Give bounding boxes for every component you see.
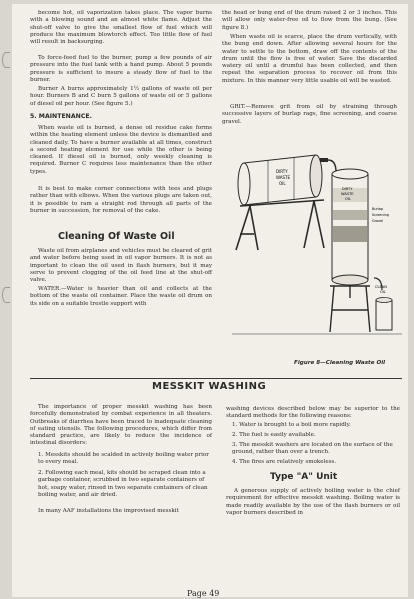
list-item: 2. The fuel is easily available. — [232, 432, 316, 438]
binder-hole-top — [2, 52, 10, 68]
figure-caption: Figure 8—Cleaning Waste Oil — [294, 359, 386, 366]
filter-label-gravel: Gravel — [372, 219, 384, 223]
binder-hole-bottom — [2, 287, 10, 303]
clean-oil-container — [374, 278, 392, 330]
clean-label-line-2: OIL — [380, 290, 386, 294]
paragraph: A generous supply of actively boiling water is the chief requirement for effective messkit washing. Boiling water is made readily available by the use of the flash burners or oil vapor burners described in — [226, 488, 400, 516]
waste-oil-drum — [238, 155, 336, 205]
paragraph: WATER.—Water is heavier than oil and collects at the bottom of the waste oil container. Place the waste oil drum on its side on a suitable trestle support with — [30, 286, 212, 307]
list-item: 4. The fires are relatively smokeless. — [232, 459, 337, 465]
drum-label-line-3: OIL — [279, 181, 286, 186]
filter-label-screening: Screening — [372, 213, 389, 217]
document-page — [12, 4, 408, 597]
paragraph: washing devices described below may be superior to the standard methods for the following reasons: — [226, 406, 400, 420]
paragraph: When waste oil is burned, a dense oil residue cake forms within the heating element unless the device is dismantled and cleaned daily. To have a burner available at all times, construct a second heating element for use while the other is being cleaned. If diesel oil is burned, only weekly cleaning is required. Burner C requires less maintenance than the other types. — [30, 125, 212, 175]
paragraph: In many AAF installations the improvised messkit — [38, 508, 179, 514]
filter-label-burlap: Burlap — [372, 207, 384, 211]
section-rule — [30, 378, 402, 379]
paragraph: become hot, oil vaporization takes place. The vapor burns with a blowing sound and an almost white flame. Adjust the shut-off valve to give the smallest flow of fuel which will produce the maximum blowtorch effect. Too little flow of fuel will result in backsurging. — [30, 10, 212, 46]
trestle-support — [236, 200, 324, 250]
section-heading-type-a: Type "A" Unit — [270, 472, 338, 482]
page-number: Page 49 — [187, 589, 220, 598]
paragraph: It is best to make corner connections with tees and plugs rather than with elbows. When the various plugs are taken out, it is possible to ram a straight rod through all parts of the burner in succession, for removal of the cake. — [30, 186, 212, 214]
filter-tank — [332, 169, 389, 285]
drum-label-line-1: DIRTY — [276, 169, 288, 174]
tank-label-line-2: WASTE — [341, 192, 354, 196]
section-heading-messkit: MESSKIT WASHING — [152, 381, 267, 392]
section-heading-maintenance: 5. MAINTENANCE. — [30, 113, 92, 120]
section-heading-cleaning: Cleaning Of Waste Oil — [58, 231, 175, 242]
list-item: 1. Messkits should be scalded in actively boiling water prior to every meal. — [38, 452, 209, 466]
clean-label-line-1: CLEAN — [375, 285, 387, 289]
paragraph: To force-feed fuel to the burner, pump a few pounds of air pressure into the fuel tank with a hand pump. About 5 pounds pressure is sufficient to insure a steady flow of fuel to the burner. — [30, 55, 212, 83]
paragraph: The importance of proper messkit washing has been forcefully demonstrated by combat experience in all theaters. Outbreaks of diarrhea have been traced to inadequate cleaning of eating utensils. The following procedures, which differ from standard practice, are likely to reduce the incidence of intestinal disorders: — [30, 404, 212, 447]
tank-label-line-3: OIL — [345, 197, 351, 201]
figure-8-illustration — [232, 130, 402, 352]
paragraph: GRIT.—Remove grit from oil by straining through successive layers of burlap rags, fine screening, and coarse gravel. — [222, 104, 397, 125]
paragraph: Waste oil from airplanes and vehicles must be cleared of grit and water before being used in oil vapor burners. It is not as important to clean the oil used in flash burners, but it may serve to prevent clogging of the oil feed line at the shut-off valve. — [30, 248, 212, 284]
drum-label-line-2: WASTE — [276, 175, 290, 180]
list-item: 2. Following each meal, kits should be scraped clean into a garbage container, scrubbed in two separate containers of hot, soapy water, rinsed in two separate containers of clean boiling water, and air dried. — [38, 470, 208, 498]
tank-stand — [330, 285, 370, 332]
paragraph: Burner A burns approximately 1½ gallons of waste oil per hour. Burners B and C burn 5 gallons of waste oil or 5 gallons of diesel oil per hour. (See figure 5.) — [30, 86, 212, 107]
list-item: 1. Water is brought to a boil more rapidly. — [232, 422, 351, 428]
list-item: 3. The messkit washers are located on the surface of the ground, rather than over a trench. — [232, 442, 393, 456]
paragraph: the head or bung end of the drum raised 2 or 3 inches. This will allow only water-free oil to flow from the bung. (See figure 8.) — [222, 10, 397, 31]
tank-label-line-1: DIRTY — [342, 187, 353, 191]
paragraph: When waste oil is scarce, place the drum vertically, with the bung end down. After allowing several hours for the water to settle to the bottom, draw off the contents of the drum until the flow is free of water. Save the discarded watery oil until a drumful has been collected, and then repeat the separation process to recover oil from this mixture. In this manner very little usable oil will be wasted. — [222, 34, 397, 84]
